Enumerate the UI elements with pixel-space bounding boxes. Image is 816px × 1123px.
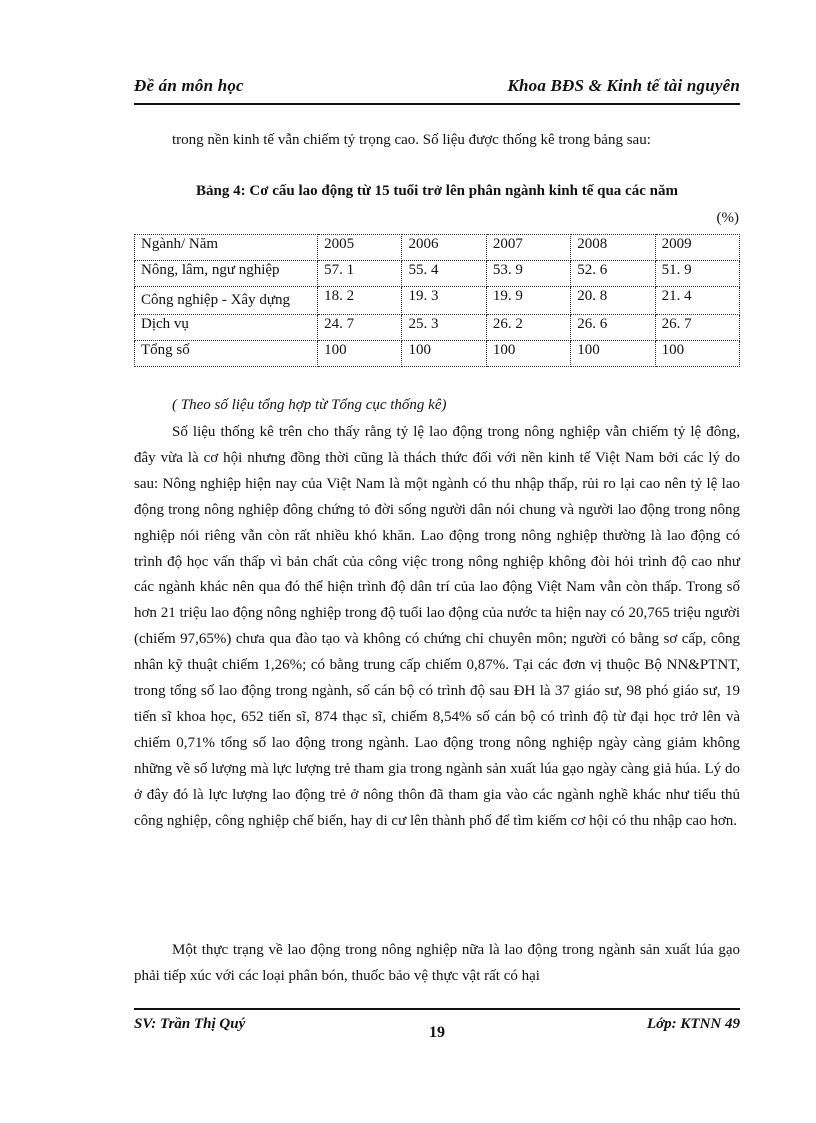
table-header-cell: Ngành/ Năm — [135, 235, 318, 261]
table-row — [135, 261, 740, 287]
intro-paragraph: trong nền kinh tế vẫn chiếm tỷ trọng cao. Số liệu được thống kê trong bảng sau: — [172, 132, 651, 148]
header-divider — [134, 103, 740, 105]
table-cell: 100 — [318, 341, 402, 367]
footer-divider — [134, 1008, 740, 1010]
table-cell-sector: Dịch vụ — [135, 315, 318, 341]
table-cell: 100 — [655, 341, 739, 367]
table-cell: 26. 7 — [655, 315, 739, 341]
table-unit: (%) — [716, 210, 739, 226]
labor-structure-table — [134, 234, 740, 367]
table-title: Bảng 4: Cơ cấu lao động từ 15 tuổi trở lên phân ngành kinh tế qua các năm — [196, 183, 678, 199]
table-row — [135, 287, 740, 315]
table-cell-sector: Công nghiệp - Xây dựng — [135, 287, 318, 315]
table-cell: 51. 9 — [655, 261, 739, 287]
table-cell: 19. 9 — [486, 287, 570, 315]
table-cell-sector: Tổng số — [135, 341, 318, 367]
table-row — [135, 341, 740, 367]
table-row — [135, 315, 740, 341]
footer-class: Lớp: KTNN 49 — [646, 1016, 740, 1032]
header-faculty: Khoa BĐS & Kinh tế tài nguyên — [507, 76, 740, 95]
table-cell: 52. 6 — [571, 261, 655, 287]
page-number: 19 — [429, 1024, 445, 1041]
table-cell: 19. 3 — [402, 287, 486, 315]
header-course-title: Đề án môn học — [134, 76, 244, 95]
table-cell: 100 — [571, 341, 655, 367]
page-footer — [134, 1012, 740, 1052]
table-header-cell: 2006 — [402, 235, 486, 261]
table-cell: 26. 2 — [486, 315, 570, 341]
page-header — [134, 76, 740, 102]
table-header-cell: 2005 — [318, 235, 402, 261]
continuation-paragraph: Một thực trạng về lao động trong nông nghiệp nữa là lao động trong ngành sản xuất lúa gạo phải tiếp xúc với các loại phân bón, thuốc bảo vệ thực vật rất có hại — [134, 942, 740, 984]
table-cell: 24. 7 — [318, 315, 402, 341]
table-header-cell: 2009 — [655, 235, 739, 261]
table-cell: 100 — [486, 341, 570, 367]
table-cell: 21. 4 — [655, 287, 739, 315]
table-cell: 20. 8 — [571, 287, 655, 315]
table-cell: 53. 9 — [486, 261, 570, 287]
table-cell: 25. 3 — [402, 315, 486, 341]
table-cell: 57. 1 — [318, 261, 402, 287]
table-source-note: ( Theo số liệu tổng hợp từ Tổng cục thống kê) — [172, 397, 447, 413]
table-cell-sector: Nông, lâm, ngư nghiệp — [135, 261, 318, 287]
table-cell: 100 — [402, 341, 486, 367]
footer-student-name: SV: Trần Thị Quý — [134, 1016, 246, 1032]
table-header-cell: 2007 — [486, 235, 570, 261]
table-header-row — [135, 235, 740, 261]
main-paragraph: Số liệu thống kê trên cho thấy rằng tỷ lệ lao động trong nông nghiệp vẫn chiếm tỷ lệ đông, đây vừa là cơ hội nhưng đồng thời cũng là thách thức đối với nền kinh tế Việt Nam bởi các lý do sau: Nông nghiệp hiện nay của Việt Nam là một ngành có thu nhập thấp, rủi ro lại cao nên tỷ lệ lao động trong nông nghiệp đông chứng tỏ đời sống người dân nói chung và người lao động trong nông nghiệp nói riêng vẫn còn rất nhiều khó khăn. Lao động trong nông nghiệp thường là lao động có trình độ học vấn thấp vì bản chất của công việc trong nông nghiệp không đòi hỏi trình độ cao như các ngành khác nên qua đó thể hiện trình độ dân trí của lao động Việt Nam vẫn còn thấp. Trong số hơn 21 triệu lao động nông nghiệp trong độ tuổi lao động của nước ta hiện nay có 20,765 triệu người (chiếm 97,65%) chưa qua đào tạo và không có chứng chỉ chuyên môn; người có bằng sơ cấp, công nhân kỹ thuật chiếm 1,26%; có bằng trung cấp chiếm 0,87%. Tại các đơn vị thuộc Bộ NN&PTNT, trong tổng số lao động trong ngành, số cán bộ có trình độ sau ĐH là 37 giáo sư, 98 phó giáo sư, 19 tiến sĩ khoa học, 652 tiến sĩ, 874 thạc sĩ, chiếm 8,54% số cán bộ có trình độ từ đại học trở lên và chiếm 0,71% tổng số lao động trong ngành. Lao động trong nông nghiệp ngày càng giảm không những về số lượng mà lực lượng trẻ tham gia trong ngành sản xuất lúa gạo ngày càng giả húa. Lý do ở đây đó là lực lượng lao động trẻ ở nông thôn đã tham gia vào các ngành nghề khác như tiểu thủ công nghiệp, công nghiệp chế biến, hay di cư lên thành phố để tìm kiếm cơ hội có thu nhập cao hơn. — [134, 424, 740, 829]
table-cell: 55. 4 — [402, 261, 486, 287]
table-header-cell: 2008 — [571, 235, 655, 261]
table-cell: 26. 6 — [571, 315, 655, 341]
table-cell: 18. 2 — [318, 287, 402, 315]
